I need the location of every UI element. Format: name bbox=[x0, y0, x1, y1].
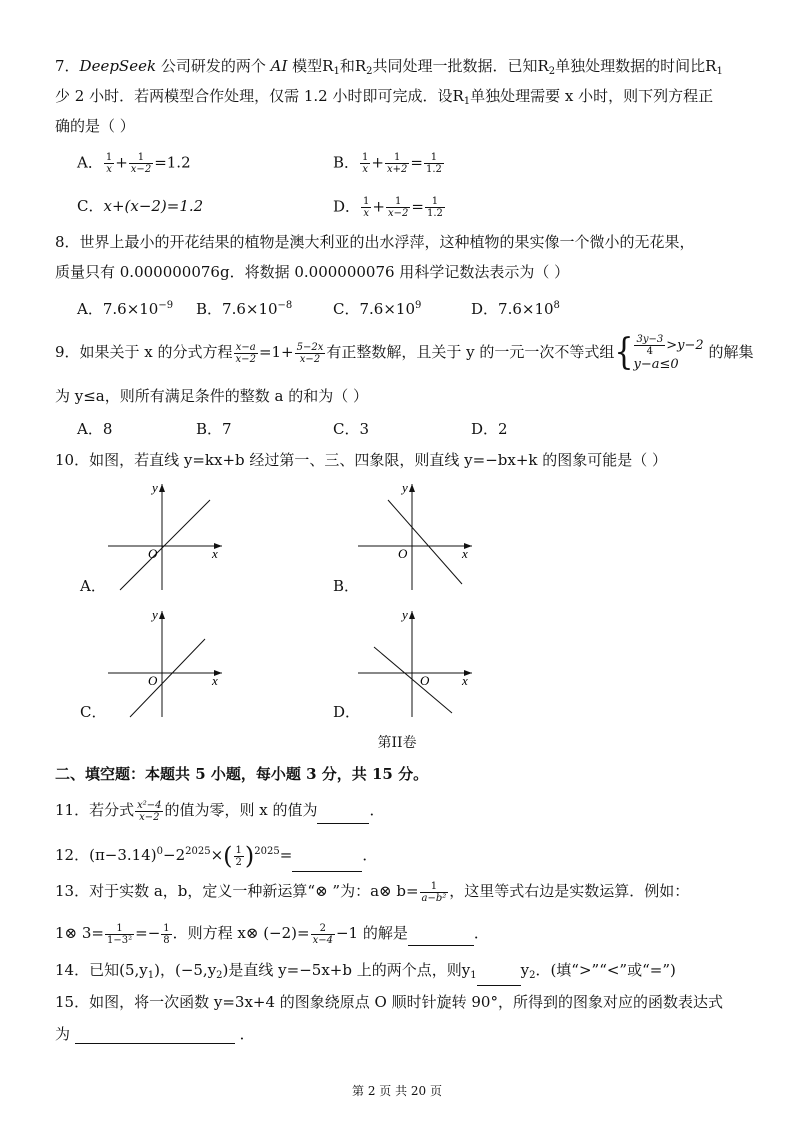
q11-answer-blank[interactable] bbox=[317, 823, 369, 824]
q15-line1: 15．如图，将一次函数 y=3x+4 的图象绕原点 O 顺时针旋转 90°，所得到的图象对应的函数表达式 bbox=[55, 993, 723, 1011]
q7-line3: 确的是（ ） bbox=[55, 117, 135, 135]
q13-line1: 13．对于实数 a，b，定义一种新运算“⊗ ”为：a⊗ b= $\frac{1}{\text{a−b²}}$ ，这里等式右边是实数运算．例如： bbox=[55, 880, 690, 904]
page-footer: 第 2 页 共 20 页 bbox=[352, 1084, 442, 1098]
q8-option-b: B．$7.6\times 10^{-8}$ bbox=[196, 300, 293, 318]
graph-b-label: B． bbox=[333, 577, 360, 595]
graph-a bbox=[100, 478, 230, 593]
q13-line2: 1⊗ 3= $\frac{1}{\text{1−3²}}$ =− $\frac{1}{8}$ ．则方程 x⊗ (−2)= $\frac{2}{x-4}$ −1 的解是 ． bbox=[55, 922, 489, 946]
graph-c-x-label: x bbox=[212, 673, 218, 688]
graph-c-y-label: y bbox=[152, 607, 158, 622]
q8-option-d: D．$7.6\times 10^8$ bbox=[471, 300, 560, 318]
graph-a-label: A． bbox=[80, 577, 106, 595]
graph-d-y-label: y bbox=[402, 607, 408, 622]
q7-option-c: C．x+(x−2)=1.2 bbox=[77, 197, 204, 215]
q11: 11．若分式 $\frac{\text{x²−4}}{x-2}$ 的值为零，则 x 的值为 ． bbox=[55, 799, 385, 823]
q10-line: 10．如图，若直线 y=kx+b 经过第一、三、四象限，则直线 y=−bx+k 的图象可能是（ ） bbox=[55, 451, 668, 469]
graph-c-origin: O bbox=[148, 673, 158, 688]
q7-line1: 7．DeepSeek 公司研发的两个 AI 模型$R_1$和$R_2$共同处理一批数据．已知$R_2$单独处理数据的时间比$R_1$ bbox=[55, 57, 723, 77]
q15-answer-blank[interactable] bbox=[75, 1043, 235, 1044]
q9-line2: 为 y≤a，则所有满足条件的整数 a 的和为（ ） bbox=[55, 387, 369, 405]
q9-option-c: C．3 bbox=[333, 420, 370, 438]
graph-a-y-label: y bbox=[152, 480, 158, 495]
q9-line1: 9．如果关于 x 的分式方程 $\frac{x-a}{x-2}$ =1+ $\frac{5-2x}{x-2}$ 有正整数解，且关于 y 的一元一次不等式组{ $\frac{3y-3}{4}$ >y−2 y−a≤0 的解集 bbox=[55, 331, 754, 374]
q12-answer-blank[interactable] bbox=[292, 871, 362, 872]
graph-b-y-label: y bbox=[402, 480, 408, 495]
section-title: 二、填空题：本题共 5 小题，每小题 3 分，共 15 分。 bbox=[55, 765, 429, 783]
q9-option-d: D．2 bbox=[471, 420, 508, 438]
graph-d-origin: O bbox=[420, 673, 430, 688]
q7-option-d: D． $\frac{1}{x}$ + $\frac{1}{x-2}$ = $\frac{1}{1.2}$ bbox=[333, 196, 443, 219]
graph-d bbox=[350, 605, 480, 720]
q9-option-b: B．7 bbox=[196, 420, 232, 438]
q14-answer-blank[interactable] bbox=[477, 985, 521, 986]
q7-line2: 少 2 小时．若两模型合作处理，仅需 1.2 小时即可完成．设$R_1$单独处理需要 x 小时，则下列方程正 bbox=[55, 87, 714, 107]
graph-a-x-label: x bbox=[212, 546, 218, 561]
graph-c-label: C． bbox=[80, 703, 107, 721]
q8-line2: 质量只有 0.000000076g．将数据 0.000000076 用科学记数法表示为（ ） bbox=[55, 263, 570, 281]
q7-option-a: A． $\frac{1}{x}$ + $\frac{1}{x-2}$ =1.2 bbox=[77, 152, 191, 175]
q7-option-b: B． $\frac{1}{x}$ + $\frac{1}{x+2}$ = $\frac{1}{1.2}$ bbox=[333, 152, 442, 175]
volume-title: 第II卷 bbox=[377, 735, 417, 751]
graph-c bbox=[100, 605, 230, 720]
graph-b bbox=[350, 478, 480, 593]
q8-option-a: A．$7.6\times 10^{-9}$ bbox=[77, 300, 174, 318]
graph-a-origin: O bbox=[148, 546, 158, 561]
q14: 14．已知$(5,y_1)$，$(-5,y_2)$是直线 y=−5x+b 上的两个点，则$y_1$ $y_2$．(填“>”“<”或“=”) bbox=[55, 960, 676, 986]
q9-option-a: A．8 bbox=[77, 420, 113, 438]
q8-line1: 8．世界上最小的开花结果的植物是澳大利亚的出水浮萍，这种植物的果实像一个微小的无花果， bbox=[55, 233, 695, 251]
q13-answer-blank[interactable] bbox=[408, 945, 474, 946]
q8-option-c: C．$7.6\times 10^9$ bbox=[333, 300, 422, 318]
graph-d-label: D． bbox=[333, 703, 361, 721]
graph-b-origin: O bbox=[398, 546, 408, 561]
graph-d-x-label: x bbox=[462, 673, 468, 688]
graph-b-x-label: x bbox=[462, 546, 468, 561]
q15-line2: 为 ． bbox=[55, 1025, 255, 1043]
q12: 12．$(\pi-3.14)^0-2^{2025}\times$( $\frac{1}{2}$ )$^{2025}$= ． bbox=[55, 842, 378, 870]
